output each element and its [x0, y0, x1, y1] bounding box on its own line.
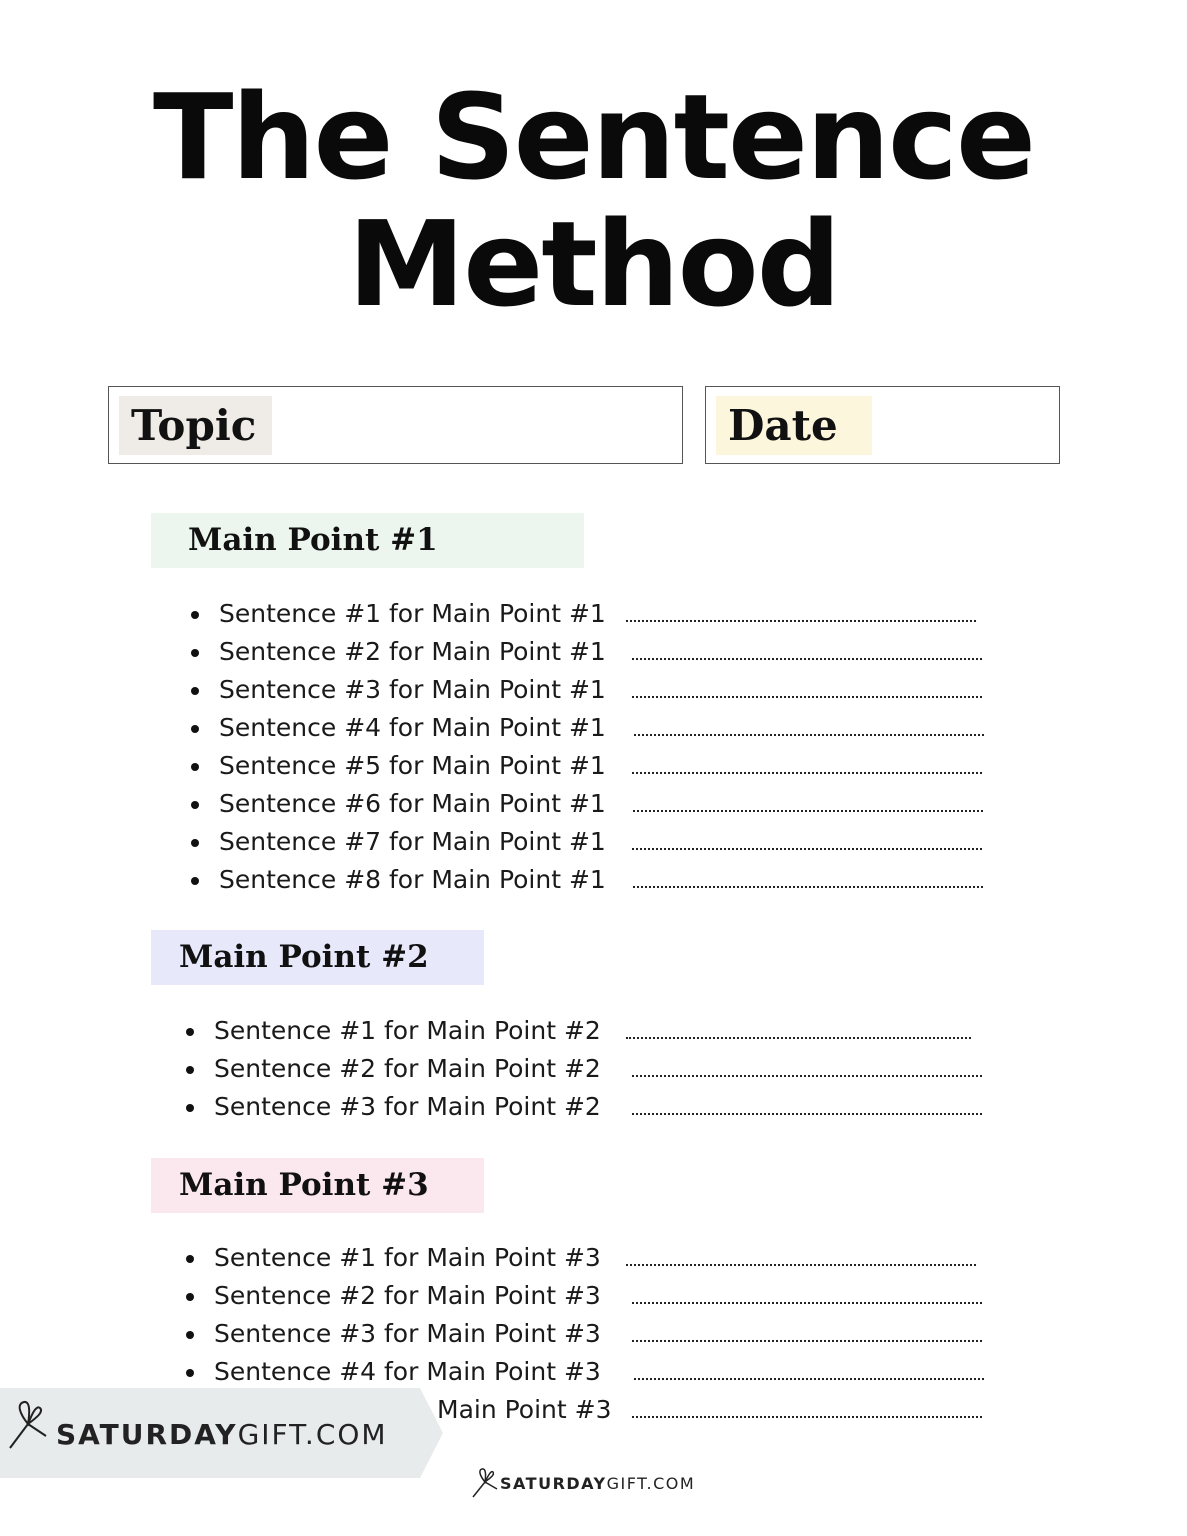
bullet-icon — [186, 1104, 194, 1112]
sentence-text: Sentence #3 for Main Point #1 — [219, 675, 606, 704]
writing-line[interactable] — [632, 772, 982, 774]
main-point-1-heading: Main Point #1 — [151, 513, 584, 568]
bullet-icon — [191, 725, 199, 733]
writing-line[interactable] — [634, 734, 984, 736]
page-title-line-2: Method — [347, 195, 840, 333]
sentence-text: Sentence #4 for Main Point #1 — [219, 713, 606, 742]
footer-brand-light: GIFT.COM — [606, 1474, 696, 1493]
bullet-icon — [191, 763, 199, 771]
date-label: Date — [716, 396, 872, 455]
writing-line[interactable] — [632, 848, 982, 850]
sentence-text: Sentence #1 for Main Point #3 — [214, 1243, 601, 1272]
writing-line[interactable] — [632, 658, 982, 660]
bullet-icon — [191, 801, 199, 809]
brand-light: GIFT.COM — [237, 1418, 388, 1451]
writing-line[interactable] — [626, 1037, 971, 1039]
sentence-text: Sentence #6 for Main Point #1 — [219, 789, 606, 818]
writing-line[interactable] — [633, 886, 983, 888]
date-field[interactable] — [705, 386, 1060, 464]
sentence-text: Sentence #5 for Main Point #1 — [219, 751, 606, 780]
topic-field[interactable] — [108, 386, 683, 464]
bullet-icon — [191, 839, 199, 847]
footer-brand-text — [500, 1474, 695, 1493]
page-title-line-1: The Sentence — [152, 68, 1035, 206]
scissors-ribbon-icon — [6, 1396, 50, 1456]
scissors-ribbon-icon — [470, 1466, 500, 1500]
bullet-icon — [186, 1255, 194, 1263]
bullet-icon — [191, 687, 199, 695]
bullet-icon — [186, 1369, 194, 1377]
sentence-text: Sentence #2 for Main Point #3 — [214, 1281, 601, 1310]
main-point-2-heading: Main Point #2 — [151, 930, 484, 985]
sentence-text: Sentence #3 for Main Point #3 — [214, 1319, 601, 1348]
bullet-icon — [186, 1028, 194, 1036]
sentence-text: Sentence #2 for Main Point #1 — [219, 637, 606, 666]
bullet-icon — [186, 1331, 194, 1339]
bullet-icon — [191, 611, 199, 619]
sentence-text: Sentence #1 for Main Point #1 — [219, 599, 606, 628]
writing-line[interactable] — [632, 1340, 982, 1342]
brand-banner-text — [56, 1418, 388, 1451]
sentence-text: Sentence #1 for Main Point #2 — [214, 1016, 601, 1045]
writing-line[interactable] — [632, 1075, 982, 1077]
writing-line[interactable] — [633, 810, 983, 812]
sentence-text: Sentence #8 for Main Point #1 — [219, 865, 606, 894]
sentence-text: Sentence #7 for Main Point #1 — [219, 827, 606, 856]
sentence-text: Main Point #3 — [437, 1395, 612, 1424]
brand-bold: SATURDAY — [56, 1418, 238, 1451]
bullet-icon — [191, 877, 199, 885]
writing-line[interactable] — [632, 696, 982, 698]
topic-label: Topic — [119, 396, 272, 455]
writing-line[interactable] — [632, 1416, 982, 1418]
sentence-text: Sentence #4 for Main Point #3 — [214, 1357, 601, 1386]
bullet-icon — [186, 1066, 194, 1074]
writing-line[interactable] — [632, 1113, 982, 1115]
footer-brand-bold: SATURDAY — [500, 1474, 607, 1493]
writing-line[interactable] — [632, 1302, 982, 1304]
writing-line[interactable] — [626, 620, 976, 622]
sentence-text: Sentence #2 for Main Point #2 — [214, 1054, 601, 1083]
writing-line[interactable] — [634, 1378, 984, 1380]
main-point-3-heading: Main Point #3 — [151, 1158, 484, 1213]
sentence-text: Sentence #3 for Main Point #2 — [214, 1092, 601, 1121]
writing-line[interactable] — [626, 1264, 976, 1266]
bullet-icon — [186, 1293, 194, 1301]
bullet-icon — [191, 649, 199, 657]
